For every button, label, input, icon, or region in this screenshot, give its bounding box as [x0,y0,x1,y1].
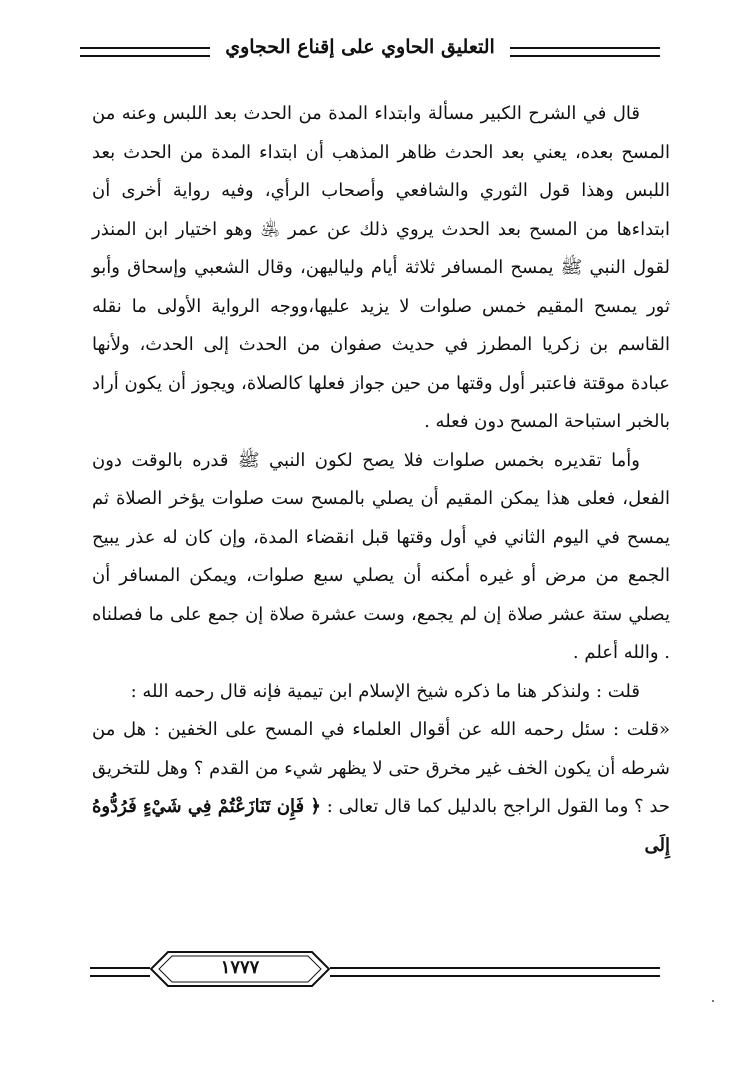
page-number: ١٧٧٧ [220,957,260,978]
running-header [80,30,660,70]
scan-speck [712,1000,714,1002]
header-rule-right [510,47,660,57]
page-footer [90,945,660,995]
page-number-badge [150,951,330,987]
footer-rule-left [90,967,150,977]
paragraph-3: قلت : ولنذكر هنا ما ذكره شيخ الإسلام ابن تيمية فإنه قال رحمه الله : [130,680,640,702]
paragraph-4-text: «قلت : سئل رحمه الله عن أقوال العلماء في المسح على الخفين : هل من شرطه أن يكون الخف غير مخرق حتى لا يظهر شيء من القدم ؟ وهل للتخريق حد ؟ وما القول الراجح بالدليل كما قال تعالى : [92,719,670,817]
body-text [92,95,670,865]
footer-rule-right [330,967,660,977]
paragraph-4 [92,711,670,865]
paragraph-2: وأما تقديره بخمس صلوات فلا يصح لكون النبي ﷺ قدره بالوقت دون الفعل، فعلى هذا يمكن المقيم أن يصلي بالمسح ست صلوات يؤخر الصلاة ثم يمسح في اليوم الثاني في أول وقتها قبل انقضاء المدة، وإن كان له عذر يبيح الجمع من مرض أو غيره أمكنه أن يصلي سبع صلوات، ويمكن المسافر أن يصلي ستة عشر صلاة إن لم يجمع، وست عشرة صلاة إن جمع على ما فصلناه . والله أعلم . [92,449,670,663]
paragraph-1: قال في الشرح الكبير مسألة وابتداء المدة من الحدث بعد اللبس وعنه من المسح بعده، يعني بعد الحدث ظاهر المذهب أن ابتداء المدة من الحدث بعد اللبس وهذا قول الثوري والشافعي وأصحاب الرأي، وفيه رواية أخرى أن ابتداءها من المسح بعد الحدث يروي ذلك عن عمر ﵁ وهو اختيار ابن المنذر لقول النبي ﷺ يمسح المسافر ثلاثة أيام ولياليهن، وقال الشعبي وإسحاق وأبو ثور يمسح المقيم خمس صلوات لا يزيد عليها،ووجه الرواية الأولى ما نقله القاسم بن زكريا المطرز في حديث صفوان من الحدث إلى الحدث، ولأنها عبادة موقتة فاعتبر أول وقتها من حين جواز فعلها كالصلاة، ويجوز أن يكون أراد بالخبر استباحة المسح دون فعله . [92,103,670,432]
running-header-title: التعليق الحاوي على إقناع الحجاوي [225,36,495,58]
header-rule-left [80,47,210,57]
quran-verse: ﴿ فَإِن تَنَازَعْتُمْ فِي شَيْءٍ فَرُدُّوهُ إِلَى [92,796,670,856]
